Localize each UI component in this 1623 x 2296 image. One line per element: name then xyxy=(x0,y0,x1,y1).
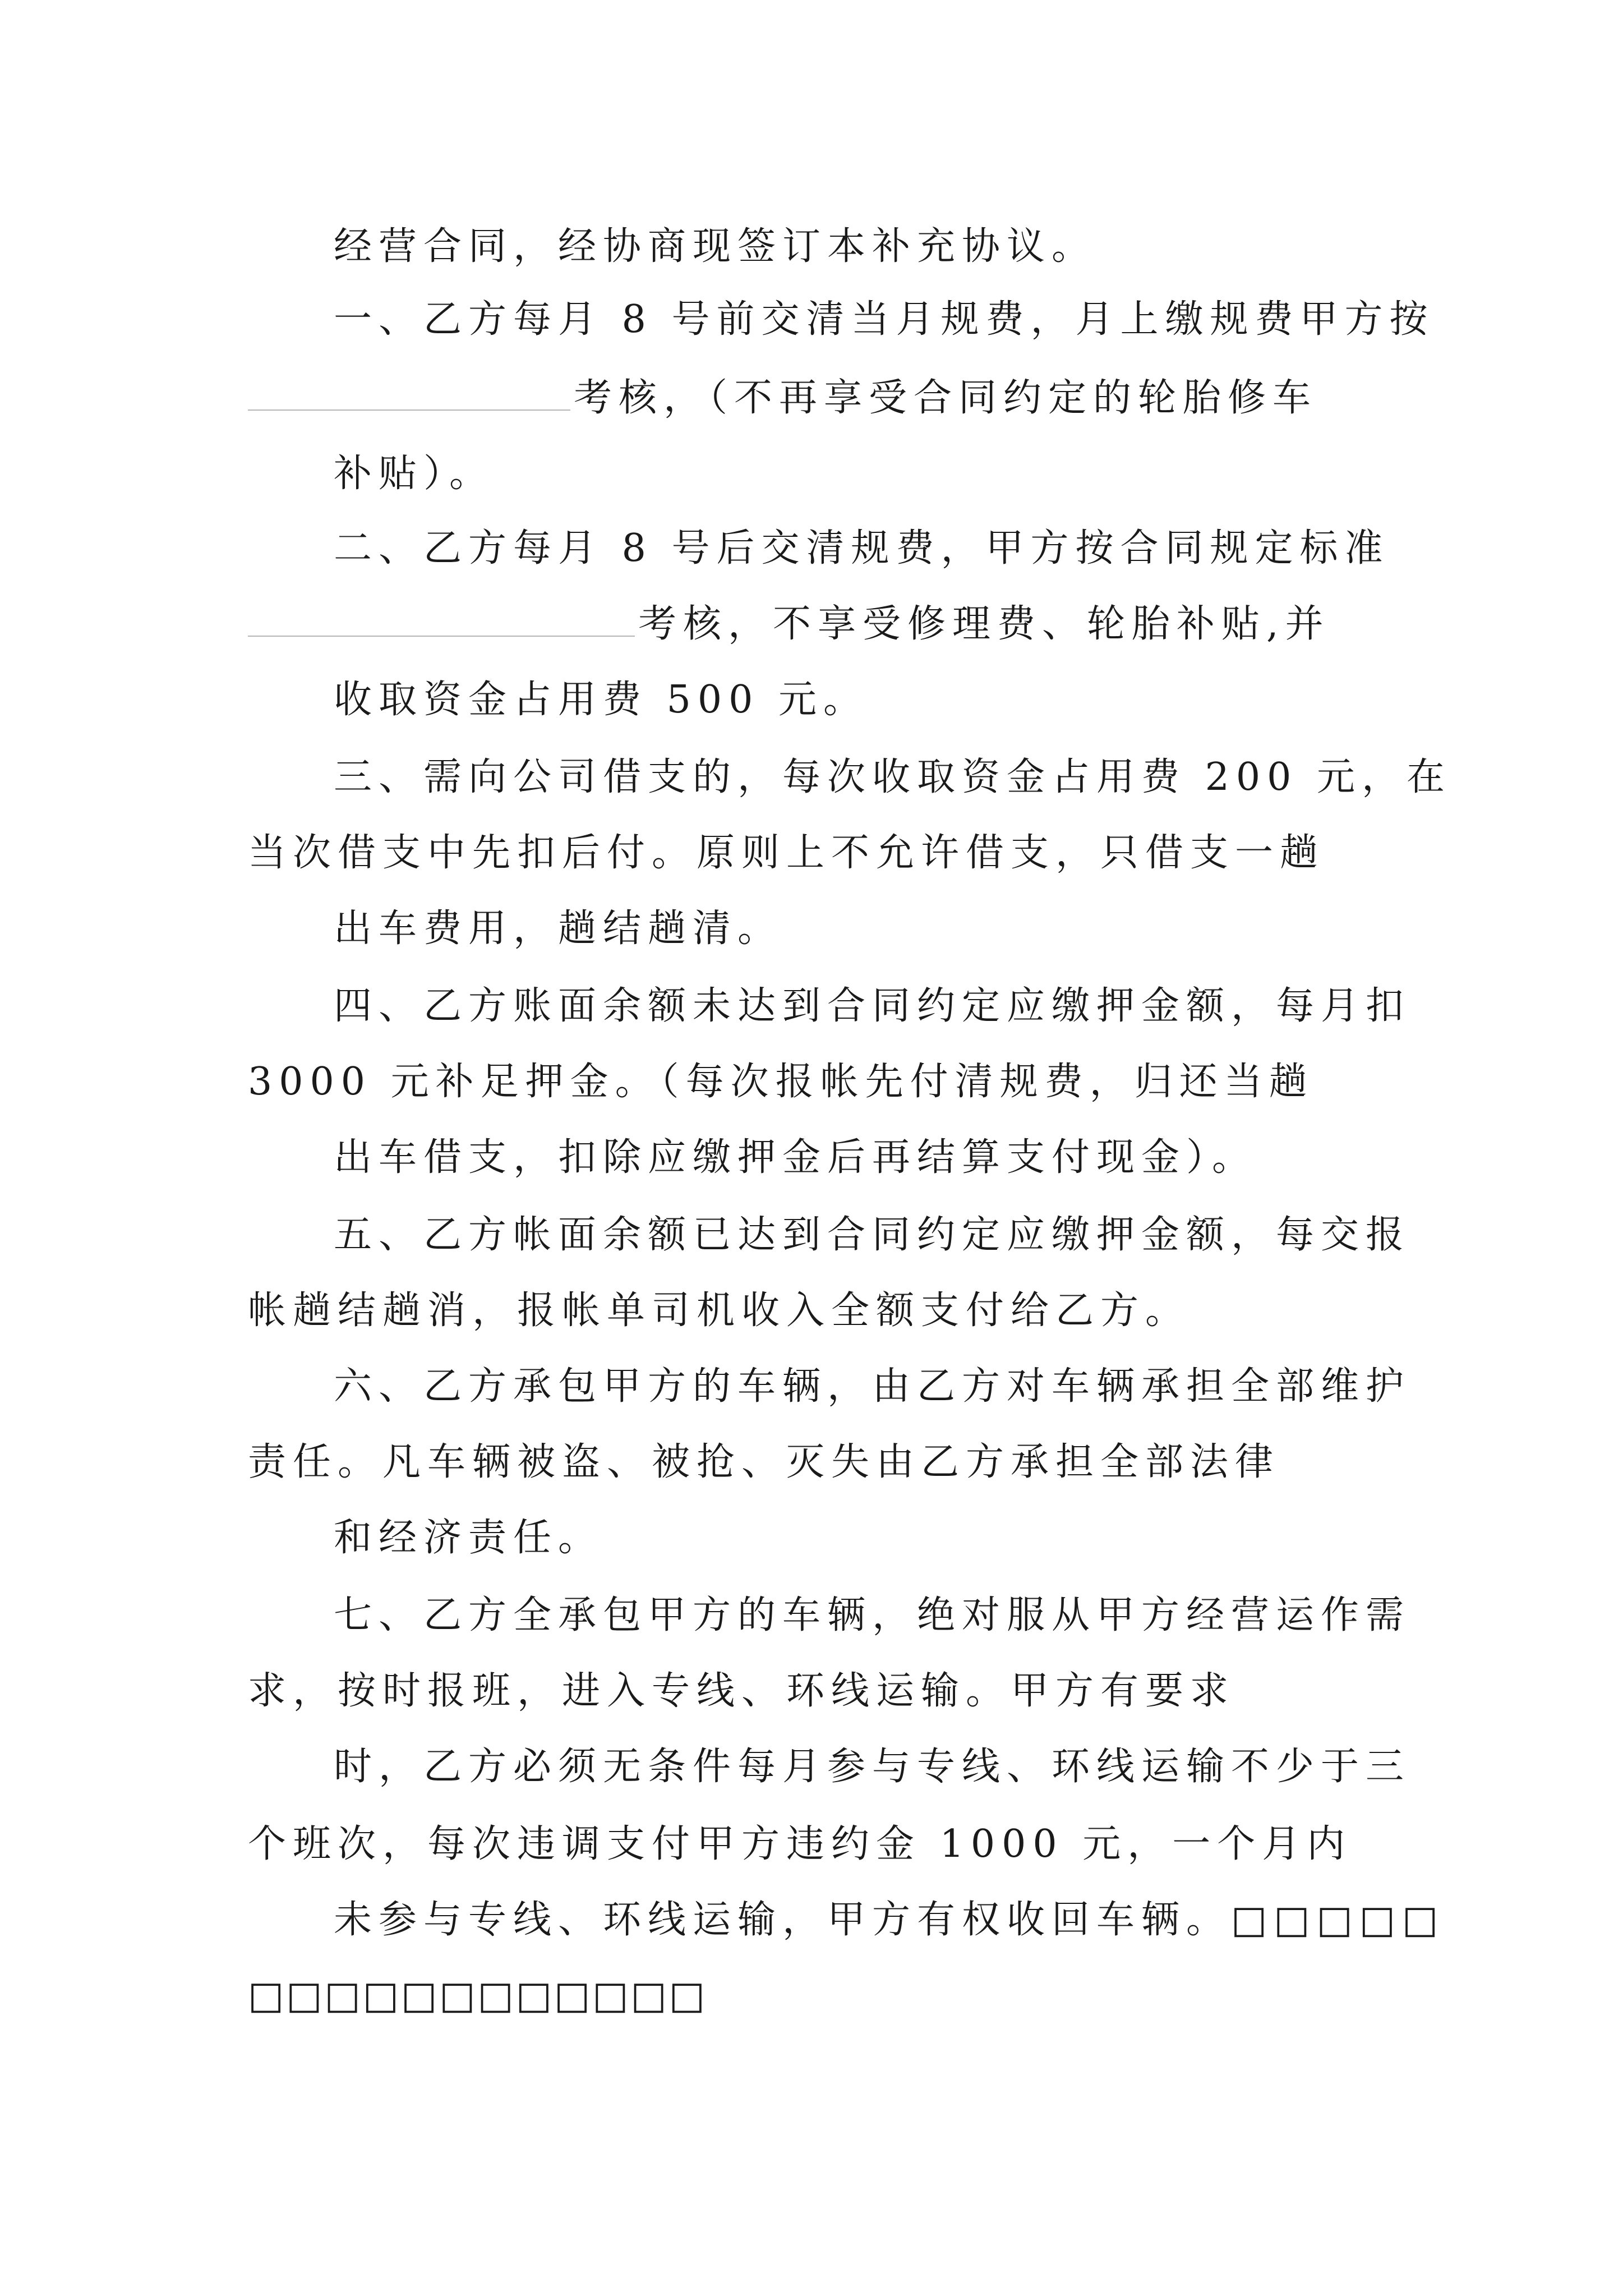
clause-5-line-2: 帐趟结趟消，报帐单司机收入全额支付给乙方。 xyxy=(248,1289,1191,1333)
fill-in-blank xyxy=(248,636,635,637)
clause-1-line-3: 补贴）。 xyxy=(334,452,495,496)
clause-6-line-3: 和经济责任。 xyxy=(334,1516,603,1560)
clause-2-line-2-text: 考核，不享受修理费、轮胎补贴,并 xyxy=(638,602,1330,646)
clause-4-line-2: 3000 元补足押金。（每次报帐先付清规费，归还当趟 xyxy=(248,1060,1314,1104)
clause-3-line-1: 三、需向公司借支的，每次收取资金占用费 200 元，在 xyxy=(334,755,1452,799)
clause-1-line-2-text: 考核，（不再享受合同约定的轮胎修车 xyxy=(574,376,1318,420)
clause-1-line-1: 一、乙方每月 8 号前交清当月规费，月上缴规费甲方按 xyxy=(334,297,1435,342)
intro-line: 经营合同，经协商现签订本补充协议。 xyxy=(334,224,1097,269)
clause-7-line-6: □□□□□□□□□□□□ xyxy=(248,1973,707,2018)
clause-7-line-5: 未参与专线、环线运输，甲方有权收回车辆。□□□□□ xyxy=(334,1898,1445,1942)
clause-6-line-2: 责任。凡车辆被盗、被抢、灭失由乙方承担全部法律 xyxy=(248,1440,1280,1484)
clause-7-line-1: 七、乙方全承包甲方的车辆，绝对服从甲方经营运作需 xyxy=(334,1593,1411,1637)
clause-4-line-3: 出车借支，扣除应缴押金后再结算支付现金）。 xyxy=(334,1135,1257,1180)
clause-7-line-4: 个班次，每次违调支付甲方违约金 1000 元，一个月内 xyxy=(248,1822,1352,1866)
clause-3-line-3: 出车费用，趟结趟清。 xyxy=(334,907,783,951)
clause-2-line-2 xyxy=(248,599,1330,650)
clause-4-line-1: 四、乙方账面余额未达到合同约定应缴押金额，每月扣 xyxy=(334,984,1411,1028)
clause-7-line-3: 时，乙方必须无条件每月参与专线、环线运输不少于三 xyxy=(334,1745,1411,1789)
fill-in-blank xyxy=(248,409,570,411)
clause-3-line-2: 当次借支中先扣后付。原则上不允许借支，只借支一趟 xyxy=(248,831,1325,875)
clause-5-line-1: 五、乙方帐面余额已达到合同约定应缴押金额，每交报 xyxy=(334,1213,1411,1257)
clause-7-line-2: 求，按时报班，进入专线、环线运输。甲方有要求 xyxy=(248,1669,1235,1713)
clause-2-line-1: 二、乙方每月 8 号后交清规费，甲方按合同规定标准 xyxy=(334,526,1390,570)
clause-1-line-2 xyxy=(248,373,1317,424)
clause-2-line-3: 收取资金占用费 500 元。 xyxy=(334,678,869,722)
clause-6-line-1: 六、乙方承包甲方的车辆，由乙方对车辆承担全部维护 xyxy=(334,1364,1411,1409)
